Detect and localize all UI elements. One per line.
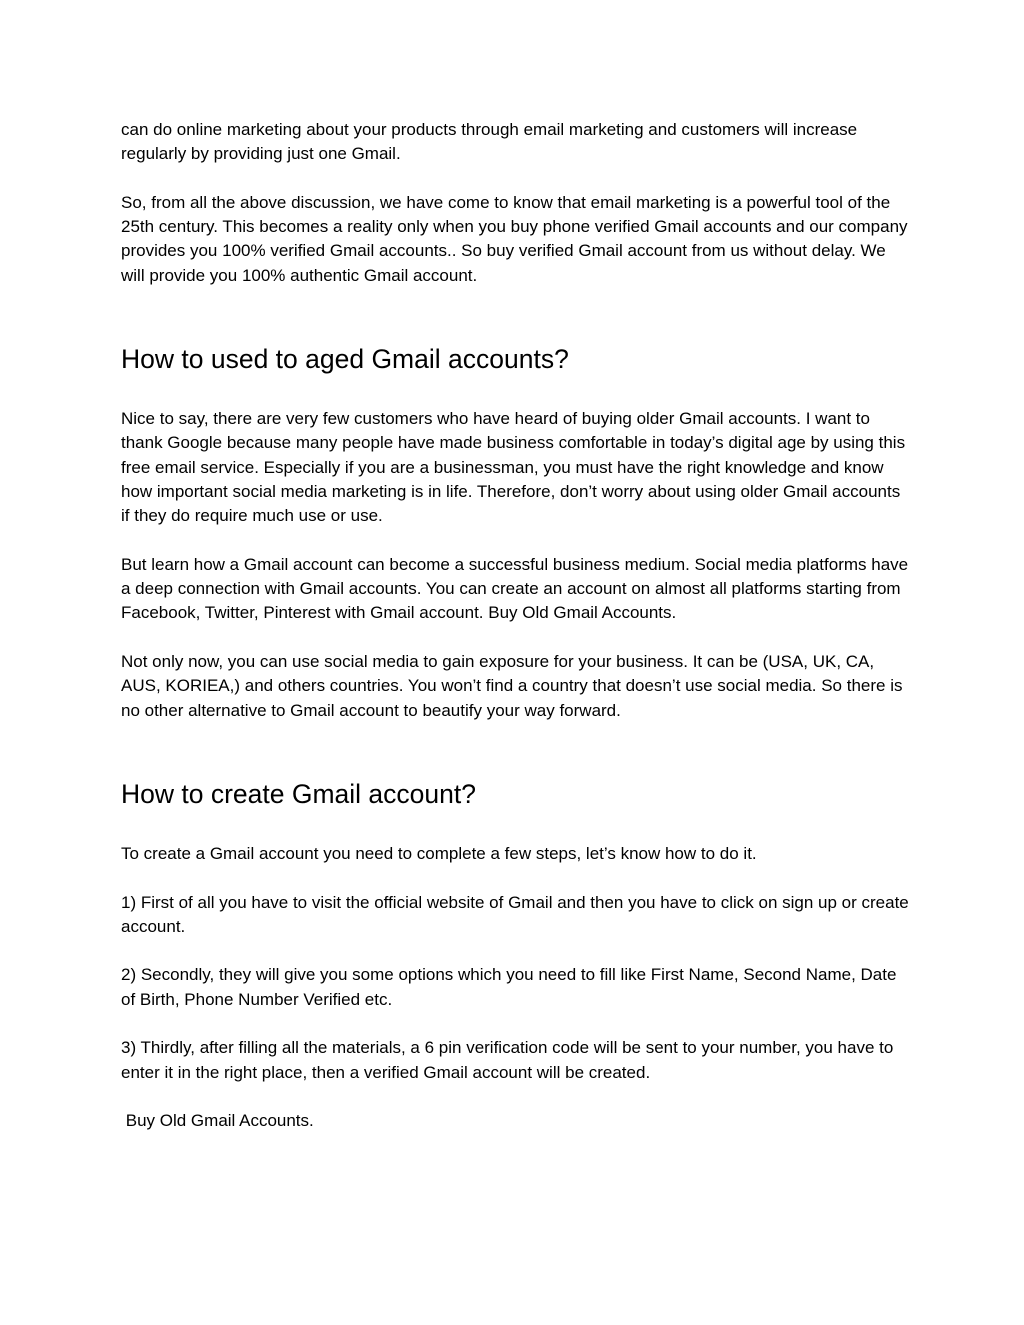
section-spacer: [121, 810, 911, 842]
paragraph-business-medium: But learn how a Gmail account can become a successful business medium. Social media platforms have a deep connection with Gmail accounts. You can create an account on almost all platforms starting from Facebook, Twitter, Pinterest with Gmail account. Buy Old Gmail Accounts.: [121, 554, 913, 623]
paragraph-spacer: [121, 626, 911, 650]
paragraph-intro: can do online marketing about your products through email marketing and customers will increase regularly by providing just one Gmail.: [121, 120, 862, 164]
step-3: 3) Thirdly, after filling all the materials, a 6 pin verification code will be sent to your number, you have to enter it in the right place, then a verified Gmail account will be created.: [121, 1038, 899, 1082]
section-spacer: [121, 375, 911, 407]
step-1: 1) First of all you have to visit the official website of Gmail and then you have to click on sign up or create account.: [121, 892, 914, 936]
paragraph-spacer: [121, 866, 911, 890]
paragraph-spacer: [121, 1085, 911, 1109]
paragraph-spacer: [121, 1012, 911, 1036]
heading-create-gmail: How to create Gmail account?: [121, 778, 476, 809]
paragraph-spacer: [121, 167, 911, 191]
heading-aged-gmail: How to used to aged Gmail accounts?: [121, 344, 569, 375]
paragraph-social-media: Not only now, you can use social media to gain exposure for your business. It can be (USA, UK, CA, AUS, KORIEA,) and others countries. You won’t find a country that doesn’t use social media. So there is no other alternative to Gmail account to beautify your way forward.: [121, 652, 908, 720]
document-page: [121, 118, 914, 1134]
paragraph-conclusion: So, from all the above discussion, we have come to know that email marketing is a powerful tool of the 25th century. This becomes a reality only when you buy phone verified Gmail accounts and our company provides you 100% verified Gmail accounts.. So buy verified Gmail account from us without delay. We will provide you 100% authentic Gmail account.: [121, 192, 913, 285]
paragraph-spacer: [121, 939, 911, 963]
paragraph-aged-intro: Nice to say, there are very few customers who have heard of buying older Gmail accounts. I want to thank Google because many people have made business comfortable in today’s digital age by using this free email service. Especially if you are a businessman, you must have the right knowledge and know how important social media marketing is in life. Therefore, don’t worry about using older Gmail accounts if they do require much use or use.: [121, 409, 910, 526]
paragraph-spacer: [121, 529, 911, 553]
paragraph-create-intro: To create a Gmail account you need to complete a few steps, let’s know how to do it.: [121, 843, 757, 863]
section-spacer: [121, 723, 911, 778]
paragraph-closing: Buy Old Gmail Accounts.: [121, 1111, 314, 1131]
step-2: 2) Secondly, they will give you some options which you need to fill like First Name, Second Name, Date of Birth, Phone Number Verified etc.: [121, 965, 902, 1009]
section-spacer: [121, 288, 911, 343]
